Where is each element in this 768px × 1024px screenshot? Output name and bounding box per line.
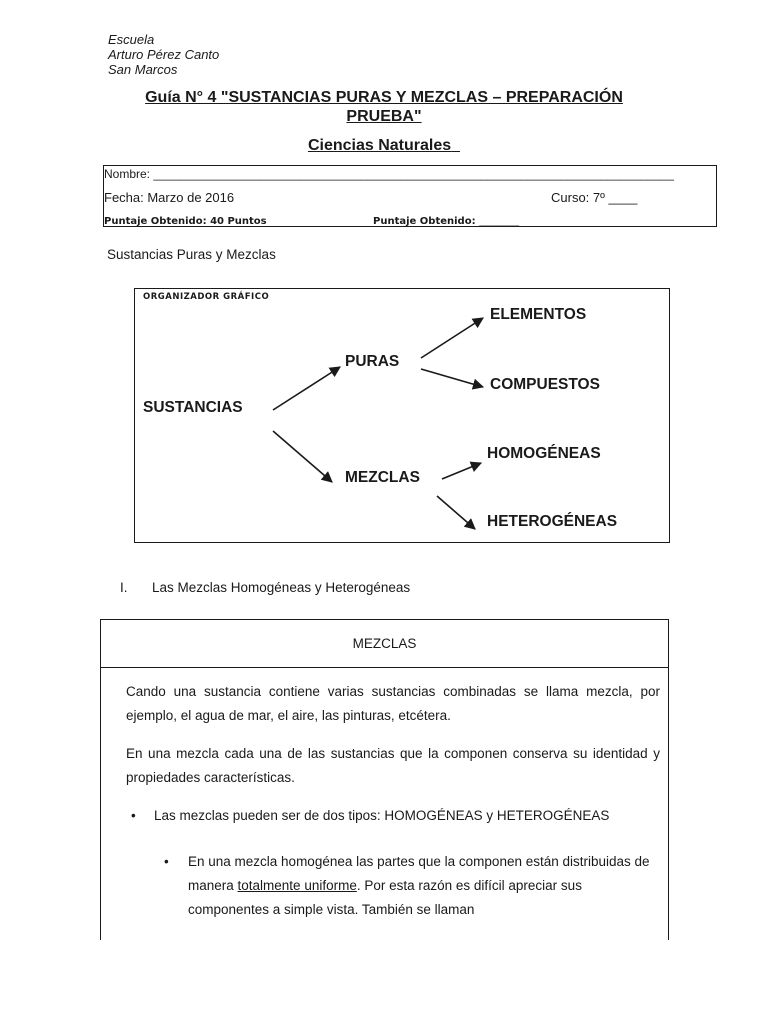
section-numeral: I. xyxy=(120,580,128,595)
arrow-mezclas-heterogeneas xyxy=(437,496,475,529)
bullet-icon: • xyxy=(131,808,136,823)
subject-underline-trail xyxy=(451,137,460,154)
arrow-puras-compuestos xyxy=(421,369,483,387)
node-elementos: ELEMENTOS xyxy=(490,306,587,323)
section-heading-i xyxy=(120,580,410,595)
school-name-line: Escuela xyxy=(108,32,155,47)
list-item xyxy=(126,804,660,828)
list-item xyxy=(126,850,660,922)
puntaje-total-label: Puntaje Obtenido: 40 Puntos xyxy=(104,216,267,227)
arrow-mezclas-homogeneas xyxy=(442,463,481,479)
school-location: San Marcos xyxy=(108,62,178,77)
node-homogeneas: HOMOGÉNEAS xyxy=(487,445,601,462)
arrow-sustancias-mezclas xyxy=(273,431,332,482)
title-line: Guía N° 4 "SUSTANCIAS PURAS Y MEZCLAS – PREPARACIÓN xyxy=(145,89,623,106)
subject-name: Ciencias Naturales xyxy=(307,137,452,154)
student-info-box xyxy=(103,165,717,227)
node-mezclas: MEZCLAS xyxy=(345,469,420,486)
list-item-text: Las mezclas pueden ser de dos tipos: HOMOGÉNEAS y HETEROGÉNEAS xyxy=(154,808,610,823)
paragraph: En una mezcla cada una de las sustancias que la componen conserva su identidad y propiedades características. xyxy=(126,746,660,785)
section-label: Sustancias Puras y Mezclas xyxy=(107,247,276,262)
table-header: MEZCLAS xyxy=(101,620,668,668)
arrow-sustancias-puras xyxy=(273,367,340,410)
node-heterogeneas: HETEROGÉNEAS xyxy=(487,513,618,530)
arrow-puras-elementos xyxy=(421,318,483,358)
node-sustancias: SUSTANCIAS xyxy=(143,399,243,416)
organizer-caption: ORGANIZADOR GRÁFICO xyxy=(143,292,270,302)
list-item-text: . Por esta razón es difícil apreciar sus componentes a simple vista. También se llaman xyxy=(188,878,582,917)
section-heading-text: Las Mezclas Homogéneas y Heterogéneas xyxy=(152,580,411,595)
organizer-diagram xyxy=(134,288,670,543)
node-puras: PURAS xyxy=(345,353,400,370)
bullet-icon: • xyxy=(164,854,169,869)
nombre-field[interactable]: Nombre: ______________________________________________________________________________ xyxy=(104,167,674,181)
underlined-text: totalmente uniforme xyxy=(237,878,357,893)
paragraph: Cando una sustancia contiene varias sustancias combinadas se llama mezcla, por ejemplo, el agua de mar, el aire, las pinturas, etcétera. xyxy=(126,684,660,723)
list-item-text: En una mezcla homogénea las partes que la componen están distribuidas de manera xyxy=(188,854,650,893)
puntaje-obtenido-field[interactable]: Puntaje Obtenido: ________ xyxy=(373,216,520,227)
curso-field[interactable]: Curso: 7º ____ xyxy=(551,190,638,205)
fecha-label: Fecha: Marzo de 2016 xyxy=(104,190,235,205)
document-title xyxy=(0,88,768,126)
node-compuestos: COMPUESTOS xyxy=(490,376,600,393)
school-header xyxy=(108,32,219,77)
subject-title xyxy=(0,137,768,155)
table-body xyxy=(126,680,660,922)
title-line: PRUEBA" xyxy=(346,108,422,125)
school-name-line: Arturo Pérez Canto xyxy=(108,47,220,62)
mezclas-table xyxy=(100,619,669,940)
